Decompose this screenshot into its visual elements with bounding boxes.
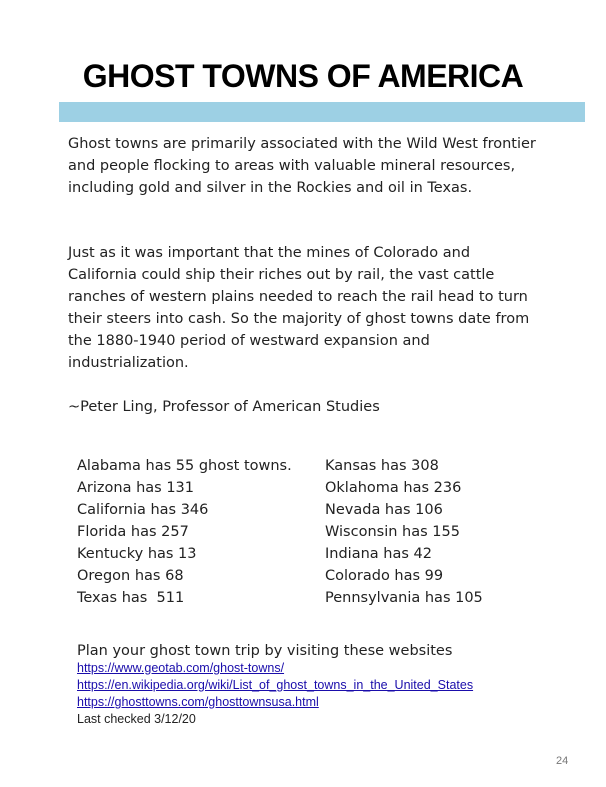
state-count-item: Oklahoma has 236 xyxy=(325,480,462,496)
page-number: 24 xyxy=(556,755,569,767)
state-list-right xyxy=(325,455,483,609)
state-list-left xyxy=(77,455,292,609)
page-title: GHOST TOWNS OF AMERICA xyxy=(82,58,524,94)
link-wikipedia[interactable]: https://en.wikipedia.org/wiki/List_of_ghost_towns_in_the_United_States xyxy=(77,678,474,692)
title-accent-bar xyxy=(59,102,585,122)
state-count-item: Oregon has 68 xyxy=(77,568,184,584)
state-count-item: Alabama has 55 ghost towns. xyxy=(77,458,292,474)
link-geotab[interactable]: https://www.geotab.com/ghost-towns/ xyxy=(77,661,285,675)
plan-trip-text: Plan your ghost town trip by visiting these websites xyxy=(77,643,453,659)
intro-paragraph: Ghost towns are primarily associated with the Wild West frontier and people flocking to areas with valuable mineral resources, including gold and silver in the Rockies and oil in Texas. xyxy=(68,136,536,196)
state-count-item: Nevada has 106 xyxy=(325,502,443,518)
state-count-item: Kentucky has 13 xyxy=(77,546,197,562)
state-count-item: Colorado has 99 xyxy=(325,568,444,584)
state-count-item: Wisconsin has 155 xyxy=(325,524,460,540)
last-checked-note: Last checked 3/12/20 xyxy=(77,712,196,726)
state-count-item: Florida has 257 xyxy=(77,524,189,540)
body-paragraph: Just as it was important that the mines of Colorado and California could ship their riches out by rail, the vast cattle ranches of western plains needed to reach the rail head to turn their steers into cash. So the majority of ghost towns date from the 1880-1940 period of westward expansion and industrialization. xyxy=(68,245,530,371)
state-count-item: Pennsylvania has 105 xyxy=(325,590,483,606)
quote-attribution: ~Peter Ling, Professor of American Studies xyxy=(68,399,380,415)
link-ghosttowns[interactable]: https://ghosttowns.com/ghosttownsusa.html xyxy=(77,695,319,709)
state-count-item: Kansas has 308 xyxy=(325,458,439,474)
website-links xyxy=(77,660,473,711)
state-count-item: Texas has 511 xyxy=(77,590,185,606)
state-count-item: California has 346 xyxy=(77,502,209,518)
state-count-item: Arizona has 131 xyxy=(77,480,194,496)
state-count-item: Indiana has 42 xyxy=(325,546,432,562)
